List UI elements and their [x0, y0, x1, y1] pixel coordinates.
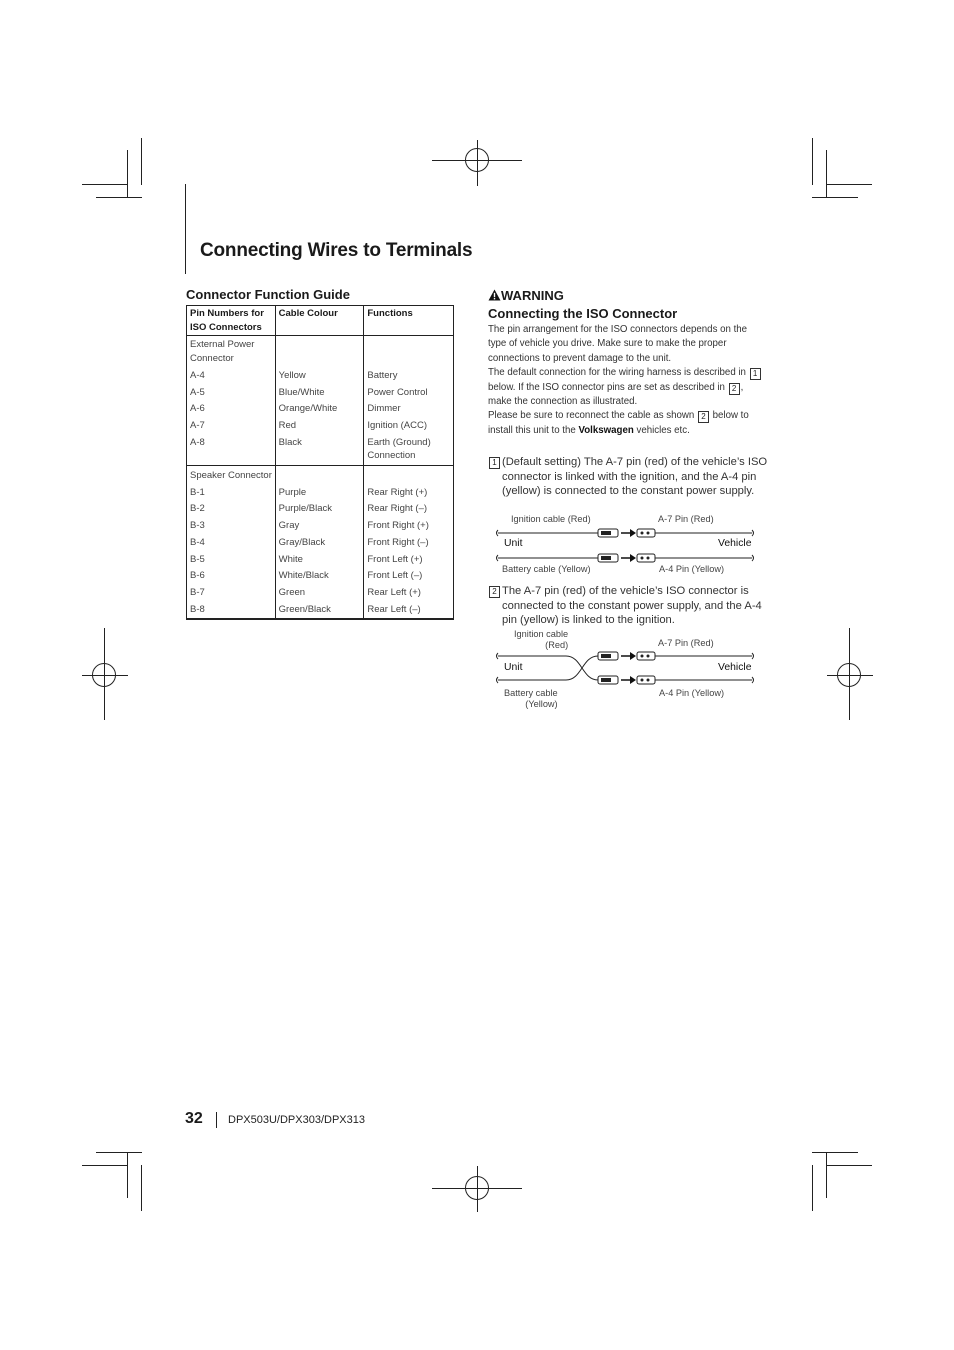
group-name-speaker: Speaker Connector — [187, 466, 276, 485]
pin-cell: B-7 — [187, 585, 276, 602]
a4-pin-label: A-4 Pin (Yellow) — [659, 688, 725, 698]
warning-label — [488, 288, 564, 303]
connector-function-table — [186, 305, 454, 620]
column-header-colour: Cable Colour — [275, 306, 364, 336]
function-cell: Front Right (+) — [364, 518, 454, 535]
table-row — [187, 401, 454, 418]
footer-divider — [216, 1112, 217, 1128]
item-1-text: (Default setting) The A-7 pin (red) of the vehicle’s ISO connector is linked with the ignition, and the A-4 pin (yellow) is connected to the constant power supply. — [502, 456, 768, 497]
label-line: Ignition cable — [514, 629, 569, 639]
colour-cell: White — [275, 552, 364, 569]
battery-cable-label — [504, 688, 558, 710]
colour-cell: Black — [275, 435, 364, 466]
table-row — [187, 535, 454, 552]
table-row — [187, 518, 454, 535]
function-cell: Ignition (ACC) — [364, 418, 454, 435]
function-cell: Front Left (+) — [364, 552, 454, 569]
pin-cell: A-8 — [187, 435, 276, 466]
colour-cell: Green/Black — [275, 602, 364, 620]
label-line: Battery cable — [504, 688, 558, 698]
warning-paragraph-3 — [488, 409, 768, 438]
function-cell: Power Control — [364, 385, 454, 402]
warning-body — [488, 323, 768, 438]
table-row — [187, 466, 454, 485]
colour-cell: White/Black — [275, 568, 364, 585]
title-rule — [185, 184, 186, 274]
pin-cell: B-5 — [187, 552, 276, 569]
connector-guide-heading: Connector Function Guide — [186, 287, 350, 302]
colour-cell: Red — [275, 418, 364, 435]
function-cell: Rear Right (–) — [364, 501, 454, 518]
battery-cable-label: Battery cable (Yellow) — [502, 564, 591, 574]
table-row — [187, 385, 454, 402]
text-fragment: The default connection for the wiring harness is described in — [488, 367, 746, 379]
item-number-2: 2 — [489, 586, 500, 598]
brand-name: Volkswagen — [578, 424, 634, 436]
wiring-diagram-2 — [494, 628, 764, 714]
a7-pin-label: A-7 Pin (Red) — [658, 638, 714, 648]
iso-connector-heading: Connecting the ISO Connector — [488, 306, 678, 321]
wiring-diagram-1 — [494, 512, 764, 580]
function-cell: Rear Left (+) — [364, 585, 454, 602]
item-1 — [488, 455, 770, 499]
warning-paragraph-1: The pin arrangement for the ISO connectors depends on the type of vehicle you drive. Make sure to make the proper connections to prevent damage to the unit. — [488, 324, 748, 364]
warning-triangle-icon — [488, 289, 501, 301]
item-2 — [488, 584, 770, 628]
colour-cell: Green — [275, 585, 364, 602]
colour-cell: Gray/Black — [275, 535, 364, 552]
arrow-icon — [621, 529, 636, 562]
item-2-text: The A-7 pin (red) of the vehicle’s ISO connector is connected to the constant power supply, and the A-4 pin (yellow) is linked to the ignition. — [502, 585, 762, 626]
unit-label: Unit — [504, 538, 523, 549]
connector-plug-icon — [598, 652, 618, 684]
label-line: (Red) — [545, 640, 569, 650]
connector-plug-icon — [598, 529, 618, 562]
table-row — [187, 485, 454, 502]
text-fragment: Please be sure to reconnect the cable as shown — [488, 410, 695, 422]
reference-box-2: 2 — [729, 383, 740, 395]
vehicle-label: Vehicle — [718, 662, 752, 673]
a4-pin-label: A-4 Pin (Yellow) — [659, 564, 725, 574]
pin-cell: A-6 — [187, 401, 276, 418]
reference-box-1: 1 — [750, 368, 761, 380]
colour-cell: Orange/White — [275, 401, 364, 418]
text-fragment: , make the connection as illustrated. — [488, 381, 744, 408]
function-cell: Front Left (–) — [364, 568, 454, 585]
warning-paragraph-2 — [488, 366, 768, 409]
column-header-pin: Pin Numbers for ISO Connectors — [187, 306, 276, 336]
table-row — [187, 568, 454, 585]
colour-cell: Gray — [275, 518, 364, 535]
vehicle-label: Vehicle — [718, 538, 752, 549]
pin-cell: B-4 — [187, 535, 276, 552]
warning-text: WARNING — [501, 288, 564, 303]
connector-socket-icon — [637, 529, 655, 562]
pin-cell: A-5 — [187, 385, 276, 402]
table-row — [187, 552, 454, 569]
column-header-functions: Functions — [364, 306, 454, 336]
item-number-1: 1 — [489, 457, 500, 469]
pin-cell: A-4 — [187, 368, 276, 385]
ignition-cable-label — [514, 629, 568, 651]
pin-cell: B-3 — [187, 518, 276, 535]
arrow-icon — [621, 652, 636, 684]
pin-cell: B-2 — [187, 501, 276, 518]
colour-cell: Yellow — [275, 368, 364, 385]
page-title: Connecting Wires to Terminals — [200, 240, 473, 261]
unit-label: Unit — [504, 662, 523, 673]
pin-cell: A-7 — [187, 418, 276, 435]
colour-cell: Purple — [275, 485, 364, 502]
table-row — [187, 435, 454, 466]
colour-cell: Blue/White — [275, 385, 364, 402]
table-row — [187, 501, 454, 518]
function-cell: Earth (Ground) Connection — [364, 435, 454, 466]
function-cell: Front Right (–) — [364, 535, 454, 552]
a7-pin-label: A-7 Pin (Red) — [658, 514, 714, 524]
table-row — [187, 585, 454, 602]
text-fragment: below. If the ISO connector pins are set as described in — [488, 381, 725, 393]
ignition-cable-label: Ignition cable (Red) — [511, 514, 591, 524]
pin-cell: B-1 — [187, 485, 276, 502]
function-cell: Dimmer — [364, 401, 454, 418]
function-cell: Rear Left (–) — [364, 602, 454, 620]
function-cell: Battery — [364, 368, 454, 385]
function-cell: Rear Right (+) — [364, 485, 454, 502]
colour-cell: Purple/Black — [275, 501, 364, 518]
group-name-external-power: External Power Connector — [187, 336, 276, 368]
table-row — [187, 368, 454, 385]
table-row — [187, 418, 454, 435]
table-row — [187, 336, 454, 368]
connector-socket-icon — [637, 652, 655, 684]
table-row — [187, 602, 454, 620]
model-number: DPX503U/DPX303/DPX313 — [228, 1114, 365, 1126]
table-header-row — [187, 306, 454, 336]
page-number: 32 — [185, 1110, 203, 1127]
pin-cell: B-6 — [187, 568, 276, 585]
pin-cell: B-8 — [187, 602, 276, 620]
text-fragment: below to install this unit to the — [488, 410, 749, 436]
reference-box-2: 2 — [698, 411, 709, 423]
label-line: (Yellow) — [525, 699, 558, 709]
text-fragment: vehicles etc. — [636, 424, 690, 436]
